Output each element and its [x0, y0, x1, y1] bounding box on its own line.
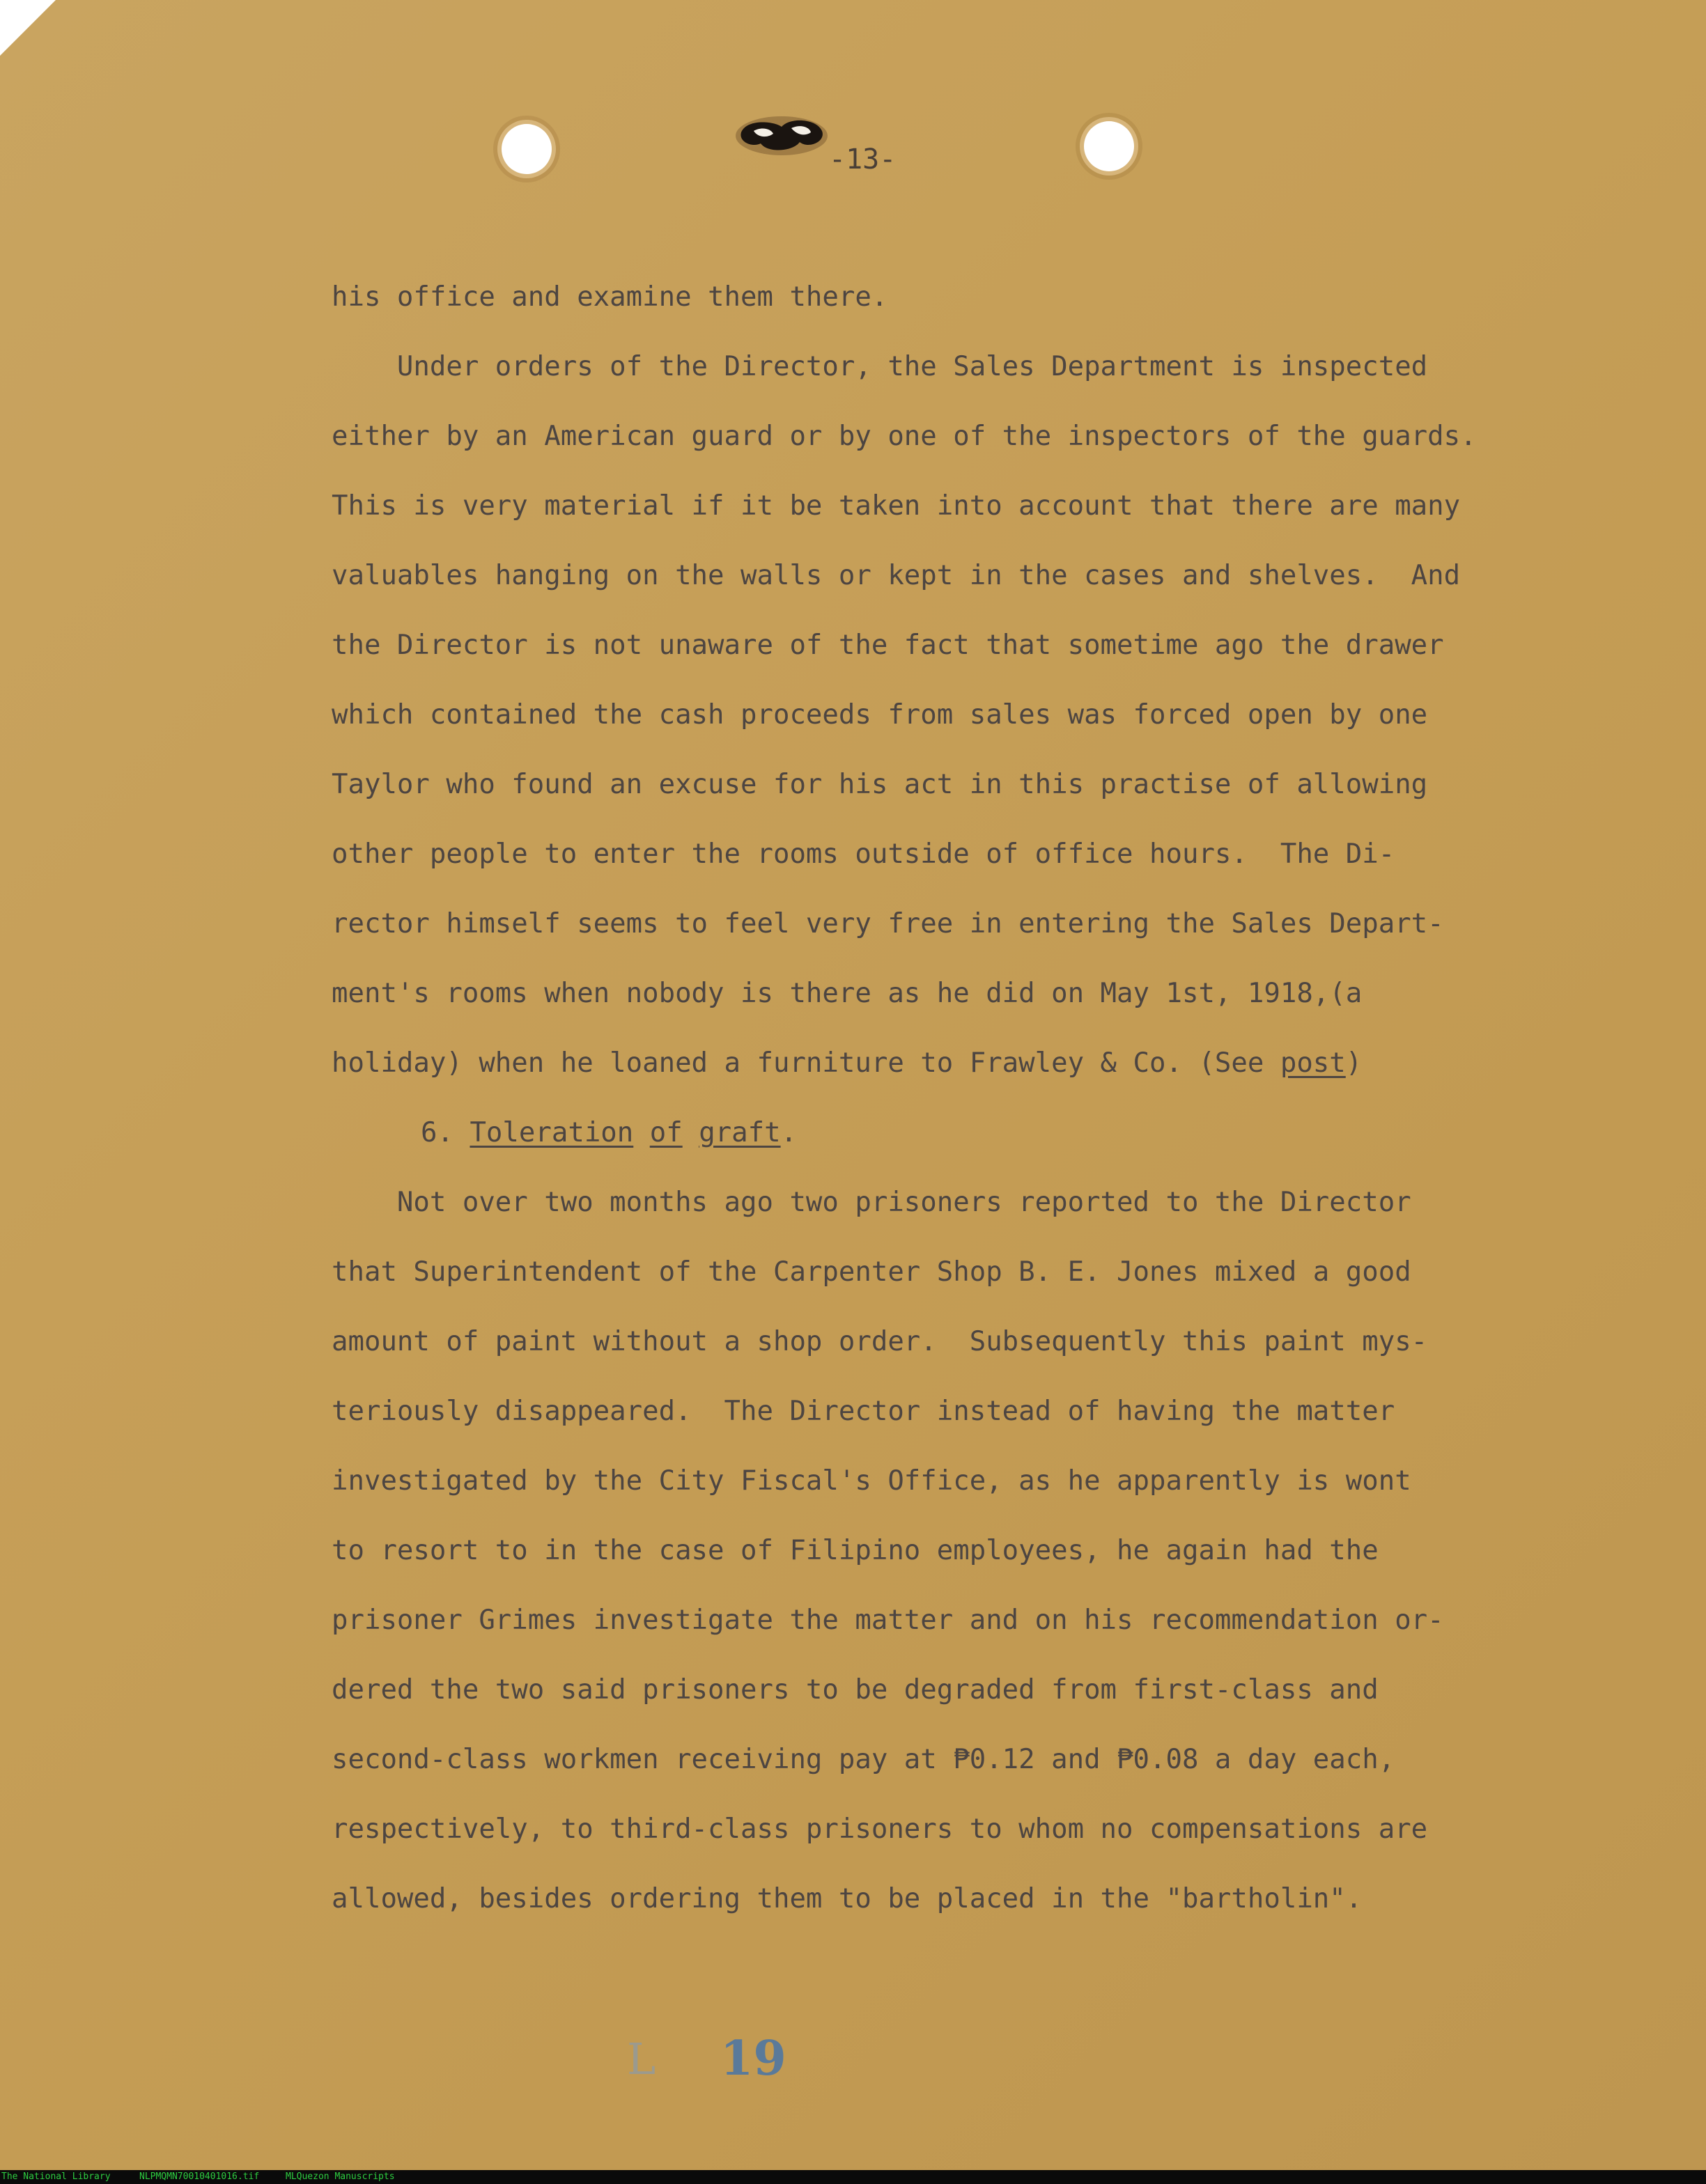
text-line: investigated by the City Fiscal's Office, as he apparently is wont — [332, 1465, 1411, 1497]
heading-word: Toleration — [470, 1117, 634, 1148]
text-line: respectively, to third-class prisoners to whom no compensations are — [332, 1814, 1428, 1845]
text-line: amount of paint without a shop order. Subsequently this paint mys- — [332, 1326, 1428, 1357]
text-line-segment: holiday) when he loaned a furniture to Frawley & Co. (See — [332, 1047, 1280, 1079]
burn-mark — [733, 111, 837, 160]
heading-word: of — [649, 1117, 683, 1148]
text-line: Taylor who found an excuse for his act in this practise of allowing — [332, 769, 1428, 800]
text-line: allowed, besides ordering them to be placed in the "bartholin". — [332, 1883, 1363, 1914]
footer-library: The National Library — [1, 2171, 111, 2182]
page-number: -13- — [829, 143, 897, 176]
text-line: rector himself seems to feel very free in entering the Sales Depart- — [332, 908, 1444, 939]
text-line: to resort to in the case of Filipino employees, he again had the — [332, 1535, 1379, 1566]
punch-hole-left — [502, 124, 552, 174]
text-line: the Director is not unaware of the fact that sometime ago the drawer — [332, 630, 1444, 661]
text-line: that Superintendent of the Carpenter Shop B. E. Jones mixed a good — [332, 1256, 1411, 1288]
footer-collection: MLQuezon Manuscripts — [286, 2171, 395, 2182]
text-line: This is very material if it be taken into account that there are many — [332, 490, 1461, 522]
text-line: prisoner Grimes investigate the matter and on his recommendation or- — [332, 1605, 1444, 1636]
footer-filename: NLPMQMN70010401016.tif — [139, 2171, 260, 2182]
stamp-number: 19 — [720, 2031, 786, 2086]
section-number: 6. — [421, 1117, 470, 1148]
text-line: dered the two said prisoners to be degraded from first-class and — [332, 1674, 1379, 1706]
post-reference: post — [1280, 1047, 1346, 1079]
text-line: Under orders of the Director, the Sales Department is inspected — [332, 351, 1428, 382]
text-line: his office and examine them there. — [332, 281, 888, 313]
stamp-letter: L — [627, 2034, 656, 2084]
corner-fold — [0, 0, 56, 56]
text-line: valuables hanging on the walls or kept in the cases and shelves. And — [332, 560, 1461, 591]
text-line — [332, 1047, 1362, 1079]
punch-hole-right — [1084, 121, 1134, 171]
text-line: other people to enter the rooms outside of office hours. The Di- — [332, 838, 1395, 870]
text-line: teriously disappeared. The Director instead of having the matter — [332, 1396, 1395, 1427]
heading-period: . — [780, 1117, 798, 1148]
text-line: ment's rooms when nobody is there as he did on May 1st, 1918,(a — [332, 978, 1363, 1009]
text-line: Not over two months ago two prisoners reported to the Director — [332, 1187, 1411, 1218]
text-line: either by an American guard or by one of the inspectors of the guards. — [332, 421, 1477, 452]
text-line: second-class workmen receiving pay at ₱0.12 and ₱0.08 a day each, — [332, 1744, 1395, 1775]
section-heading — [421, 1117, 797, 1148]
heading-word: graft — [699, 1117, 781, 1148]
text-line: which contained the cash proceeds from sales was forced open by one — [332, 699, 1428, 731]
scan-footer-bar — [0, 2170, 1706, 2184]
text-line-segment: ) — [1345, 1047, 1363, 1079]
